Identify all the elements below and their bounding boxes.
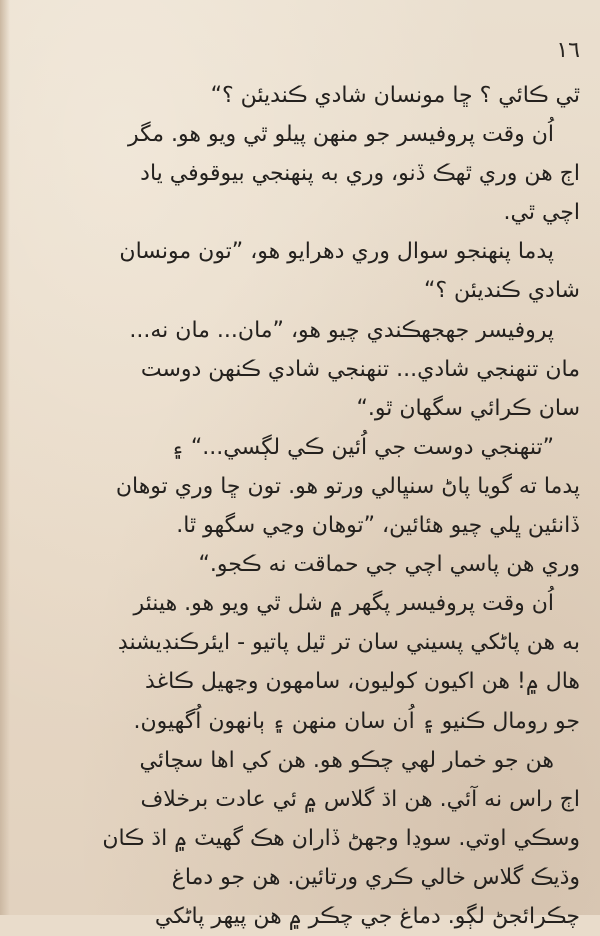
text-line: مان تنهنجي شادي... تنهنجي شادي ڪنهن دوست <box>140 356 580 382</box>
text-line: اُن وقت پروفيسر جو منهن پيلو ٿي ويو هو. مگر <box>127 122 554 148</box>
paragraph-4 <box>24 311 580 428</box>
body-text <box>24 76 580 936</box>
text-line: وسڪي اوتي. سوڍا وجهڻ ڏاران هڪ گهيٽ ۾ اڌ ڪان <box>102 825 580 851</box>
paragraph-7 <box>24 741 580 936</box>
paragraph-6 <box>24 584 580 740</box>
text-line: پدما پنهنجو سوال وري دهرايو هو، ”تون مونسان <box>119 239 554 265</box>
text-line: ڏانئين ڀلي چيو هئائين، ”توهان وڃي سگهو ٿا. <box>176 513 580 539</box>
text-line: به هن پاڻکي پسيني سان تر ٿيل پاتيو - ايئرڪنڊيشنڊ <box>117 630 580 656</box>
text-line: هن جو خمار لهي چڪو هو. هن کي اها سچائي <box>139 747 554 773</box>
text-line: اُن وقت پروفيسر پگهر ۾ شل ٿي ويو هو. هينئر <box>133 591 554 617</box>
text-line: ”تنهنجي دوست جي اُئين ڪي لڳسي...“ ۽ <box>171 434 554 460</box>
text-line: اچي ٿي. <box>503 200 580 226</box>
text-line: اڄ هن وري ٿهڪ ڏنو، وري به پنهنجي بيوقوفي ياد <box>140 161 580 187</box>
page-binding-shadow <box>0 0 10 915</box>
text-line: ٿي ڪائي ؟ ڇا مونسان شادي ڪنديئن ؟“ <box>210 83 580 108</box>
text-line: هال ۾! هن اکيون کوليون، سامهون وڃهيل ڪاغذ <box>145 669 580 695</box>
text-line: اڄ راس نه آئي. هن اڌ گلاس ۾ ئي عادت برخلاف <box>140 786 580 812</box>
text-line: جو رومال ڪنيو ۽ اُن سان منهن ۽ ٻانهون اُگهيون. <box>133 708 580 734</box>
text-line: وري هن پاسي اچي جي حماقت نه ڪجو.“ <box>198 552 580 578</box>
text-line: سان ڪرائي سگهان ٿو.“ <box>356 395 580 421</box>
text-line: پدما ته گويا پاڻ سنڀالي ورتو هو. تون ڇا وري توهان <box>115 473 580 499</box>
paragraph-3 <box>24 232 580 310</box>
paragraph-5 <box>24 428 580 584</box>
text-line: چڪرائجڻ لڳو. دماغ جي چڪر ۾ هن پيهر پاڻکي <box>154 903 580 929</box>
text-line: وڌيڪ گلاس خالي ڪري ورتائين. هن جو دماغ <box>171 864 580 890</box>
paragraph-2 <box>24 115 580 232</box>
text-line: پروفيسر جهجهڪندي چيو هو، ”مان... مان نه... <box>129 317 554 343</box>
page-number: ۱٦ <box>556 38 580 63</box>
text-line: شادي ڪنديئن ؟“ <box>423 278 580 304</box>
paragraph-1 <box>24 76 580 115</box>
